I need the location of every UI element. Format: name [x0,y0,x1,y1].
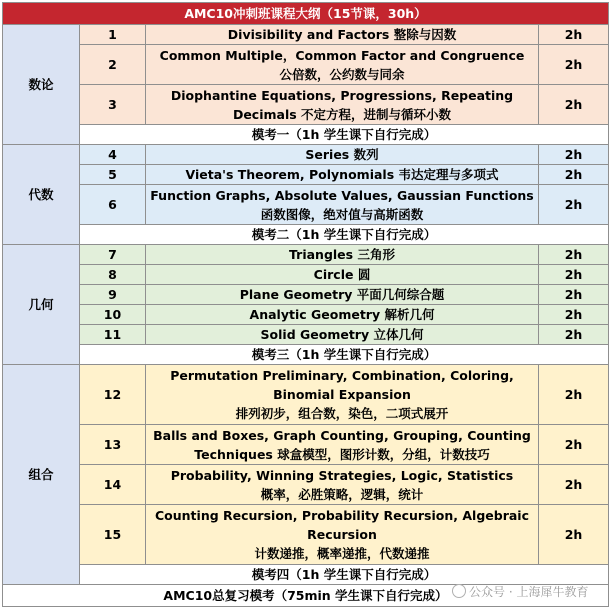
lesson-hours: 2h [539,85,609,125]
lesson-topic: Counting Recursion, Probability Recursion, Algebraic Recursion 计数递推，概率递推，代数递推 [146,505,539,565]
lesson-number: 5 [80,165,146,185]
lesson-number: 6 [80,185,146,225]
lesson-hours: 2h [539,25,609,45]
lesson-hours: 2h [539,145,609,165]
lesson-number: 7 [80,245,146,265]
lesson-topic: Common Multiple，Common Factor and Congruence 公倍数，公约数与同余 [146,45,539,85]
mock-exam: 模考二（1h 学生课下自行完成） [80,225,609,245]
lesson-number: 12 [80,365,146,425]
wechat-icon [452,584,466,598]
category-algebra: 代数 [3,145,80,245]
final-mock-exam: AMC10总复习模考（75min 学生课下自行完成） [3,585,609,607]
lesson-hours: 2h [539,305,609,325]
lesson-number: 13 [80,425,146,465]
mock-exam: 模考一（1h 学生课下自行完成） [80,125,609,145]
lesson-hours: 2h [539,425,609,465]
lesson-topic: Triangles 三角形 [146,245,539,265]
lesson-number: 9 [80,285,146,305]
lesson-topic: Diophantine Equations, Progressions, Repeating Decimals 不定方程，进制与循环小数 [146,85,539,125]
lesson-hours: 2h [539,365,609,425]
lesson-topic: Function Graphs, Absolute Values, Gaussian Functions 函数图像，绝对值与高斯函数 [146,185,539,225]
lesson-hours: 2h [539,505,609,565]
lesson-number: 3 [80,85,146,125]
lesson-topic: Vieta's Theorem, Polynomials 韦达定理与多项式 [146,165,539,185]
lesson-number: 15 [80,505,146,565]
lesson-topic: Circle 圆 [146,265,539,285]
lesson-hours: 2h [539,265,609,285]
category-number-theory: 数论 [3,25,80,145]
lesson-hours: 2h [539,185,609,225]
mock-exam: 模考四（1h 学生课下自行完成） [80,565,609,585]
lesson-topic: Series 数列 [146,145,539,165]
lesson-topic: Divisibility and Factors 整除与因数 [146,25,539,45]
lesson-hours: 2h [539,45,609,85]
lesson-hours: 2h [539,285,609,305]
watermark: 公众号 · 上海犀牛教育 [452,583,588,600]
lesson-topic: Balls and Boxes, Graph Counting, Grouping, Counting Techniques 球盒模型，图形计数，分组，计数技巧 [146,425,539,465]
lesson-hours: 2h [539,325,609,345]
lesson-number: 4 [80,145,146,165]
lesson-topic: Analytic Geometry 解析几何 [146,305,539,325]
lesson-hours: 2h [539,165,609,185]
lesson-topic: Probability, Winning Strategies, Logic, Statistics 概率，必胜策略，逻辑，统计 [146,465,539,505]
category-combinatorics: 组合 [3,365,80,585]
category-geometry: 几何 [3,245,80,365]
lesson-number: 1 [80,25,146,45]
mock-exam: 模考三（1h 学生课下自行完成） [80,345,609,365]
lesson-number: 8 [80,265,146,285]
lesson-topic: Permutation Preliminary, Combination, Coloring, Binomial Expansion 排列初步，组合数，染色，二项式展开 [146,365,539,425]
lesson-hours: 2h [539,465,609,505]
lesson-topic: Plane Geometry 平面几何综合题 [146,285,539,305]
lesson-number: 14 [80,465,146,505]
lesson-number: 11 [80,325,146,345]
table-title: AMC10冲刺班课程大纲（15节课，30h） [3,3,609,25]
lesson-number: 2 [80,45,146,85]
syllabus-table [2,2,609,607]
lesson-number: 10 [80,305,146,325]
lesson-topic: Solid Geometry 立体几何 [146,325,539,345]
lesson-hours: 2h [539,245,609,265]
